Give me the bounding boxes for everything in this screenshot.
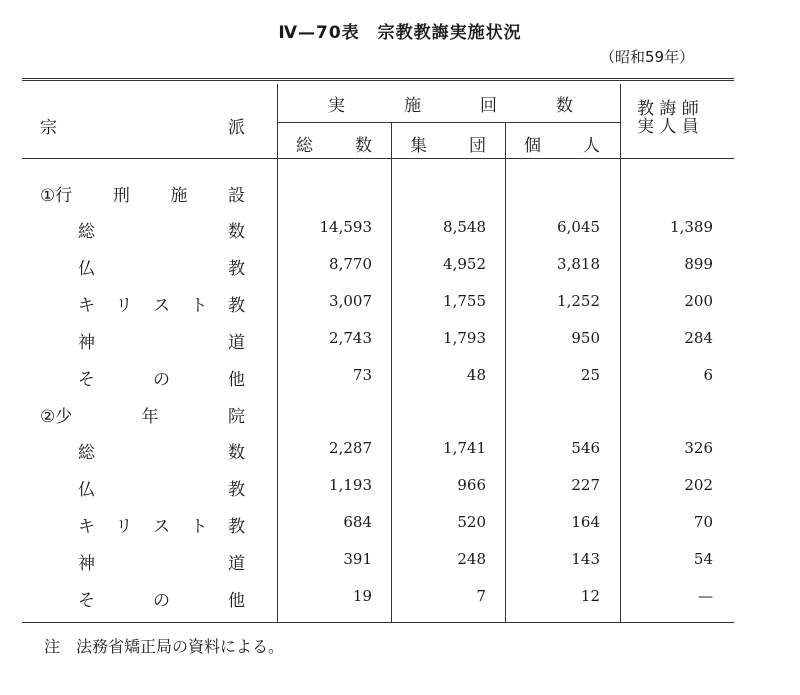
- header-mid-rule: [277, 122, 620, 123]
- table-top-rule: [22, 78, 734, 81]
- header-total: 総 数: [296, 136, 372, 156]
- table-title: Ⅳ—70表 宗教教誨実施状況: [278, 23, 522, 43]
- footnote: 注 法務省矯正局の資料による。: [44, 637, 285, 656]
- header-sect: 宗 派: [40, 118, 245, 138]
- col-divider-4: [620, 84, 621, 622]
- header-individual: 個 人: [524, 136, 600, 156]
- section-label: ①行 刑 施 設: [40, 186, 245, 206]
- col-divider-1: [277, 84, 278, 622]
- header-bottom-rule: [22, 158, 734, 159]
- table-bottom-rule: [22, 622, 734, 623]
- section-label: ②少 年 院: [40, 407, 245, 427]
- header-chaplains: 教 誨 師 実 人 員: [637, 99, 699, 137]
- header-group: 集 団: [410, 136, 486, 156]
- header-implement-count: 実 施 回 数: [328, 96, 573, 116]
- year-note: （昭和59年）: [600, 48, 695, 66]
